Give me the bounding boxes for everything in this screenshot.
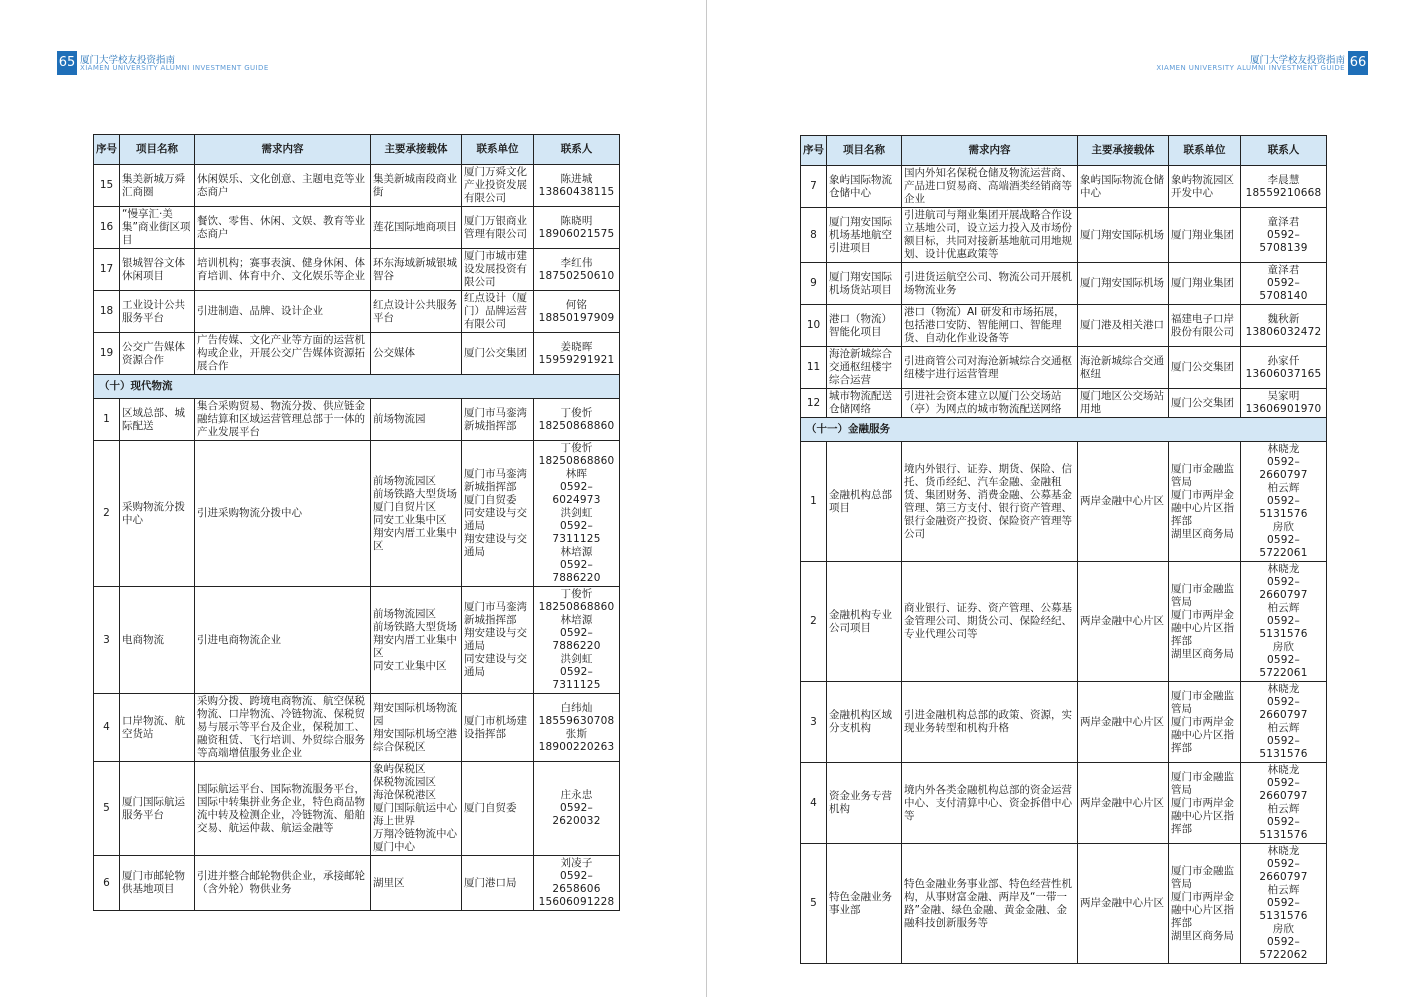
row-number-cell: 10 bbox=[801, 305, 827, 347]
table-row bbox=[801, 763, 1327, 844]
main-carrier-cell: 前场物流园区 前场铁路大型货场 厦门自贸片区 同安工业集中区 翔安内厝工业集中区 bbox=[371, 441, 462, 587]
contact-person-cell: 魏秋新 13806032472 bbox=[1241, 305, 1327, 347]
demand-content-cell: 广告传媒、文化产业等方面的运营机构或企业，开展公交广告媒体资源拓展合作 bbox=[195, 333, 371, 375]
row-number-cell: 4 bbox=[94, 694, 120, 762]
demand-content-cell: 引进并整合邮轮物供企业，承接邮轮（含外轮）物供业务 bbox=[195, 856, 371, 911]
project-name-cell: 厦门市邮轮物供基地项目 bbox=[120, 856, 195, 911]
table-row bbox=[94, 694, 620, 762]
project-name-cell: 区域总部、城际配送 bbox=[120, 399, 195, 441]
contact-unit-cell: 厦门翔业集团 bbox=[1169, 208, 1241, 263]
demand-content-cell: 引进货运航空公司、物流公司开展机场物流业务 bbox=[902, 263, 1078, 305]
contact-person-cell: 童泽君 0592–5708139 bbox=[1241, 208, 1327, 263]
row-number-cell: 2 bbox=[801, 562, 827, 682]
demand-content-cell: 餐饮、零售、休闲、文娱、教育等业态商户 bbox=[195, 207, 371, 249]
main-carrier-cell: 莲花国际地商项目 bbox=[371, 207, 462, 249]
project-name-cell: 厦门国际航运服务平台 bbox=[120, 762, 195, 856]
right-table-body bbox=[801, 166, 1327, 964]
contact-unit-cell: 红点设计（厦门）品牌运营有限公司 bbox=[462, 291, 534, 333]
main-carrier-cell: 两岸金融中心片区 bbox=[1078, 844, 1169, 964]
row-number-cell: 19 bbox=[94, 333, 120, 375]
col-header-name: 项目名称 bbox=[120, 135, 195, 165]
table-header-row bbox=[94, 135, 620, 165]
project-name-cell: 金融机构总部项目 bbox=[827, 442, 902, 562]
demand-content-cell: 引进商管公司对海沧新城综合交通枢纽楼宇进行运营管理 bbox=[902, 347, 1078, 389]
table-row bbox=[801, 347, 1327, 389]
row-number-cell: 5 bbox=[801, 844, 827, 964]
col-header-content: 需求内容 bbox=[195, 135, 371, 165]
project-name-cell: 特色金融业务事业部 bbox=[827, 844, 902, 964]
contact-unit-cell: 厦门市金融监管局 厦门市两岸金融中心片区指挥部 湖里区商务局 bbox=[1169, 844, 1241, 964]
project-name-cell: 金融机构区域分支机构 bbox=[827, 682, 902, 763]
table-row bbox=[801, 208, 1327, 263]
contact-person-cell: 丁俊忻 18250868860 林培源 0592–7886220 洪剑虹 0592–7311125 bbox=[534, 587, 620, 694]
row-number-cell: 5 bbox=[94, 762, 120, 856]
contact-unit-cell: 厦门市金融监管局 厦门市两岸金融中心片区指挥部 湖里区商务局 bbox=[1169, 442, 1241, 562]
col-header-person: 联系人 bbox=[534, 135, 620, 165]
contact-unit-cell: 厦门万舜文化产业投资发展有限公司 bbox=[462, 165, 534, 207]
contact-person-cell: 丁俊忻 18250868860 林晖 0592–6024973 洪剑虹 0592–7311125 林培源 0592–7886220 bbox=[534, 441, 620, 587]
main-carrier-cell: 湖里区 bbox=[371, 856, 462, 911]
main-carrier-cell: 厦门翔安国际机场 bbox=[1078, 263, 1169, 305]
main-carrier-cell: 厦门地区公交场站用地 bbox=[1078, 389, 1169, 418]
table-row bbox=[94, 291, 620, 333]
col-header-person: 联系人 bbox=[1241, 136, 1327, 166]
main-carrier-cell: 两岸金融中心片区 bbox=[1078, 442, 1169, 562]
row-number-cell: 3 bbox=[94, 587, 120, 694]
project-name-cell: 采购物流分拨中心 bbox=[120, 441, 195, 587]
project-name-cell: 厦门翔安国际机场货站项目 bbox=[827, 263, 902, 305]
demand-content-cell: 休闲娱乐、文化创意、主题电竞等业态商户 bbox=[195, 165, 371, 207]
main-carrier-cell: 厦门港及相关港口 bbox=[1078, 305, 1169, 347]
header-title-en: XIAMEN UNIVERSITY ALUMNI INVESTMENT GUIDE bbox=[80, 64, 269, 72]
main-carrier-cell: 公交媒体 bbox=[371, 333, 462, 375]
demand-content-cell: 引进制造、品牌、设计企业 bbox=[195, 291, 371, 333]
project-name-cell: 港口（物流）智能化项目 bbox=[827, 305, 902, 347]
row-number-cell: 7 bbox=[801, 166, 827, 208]
contact-unit-cell: 厦门自贸委 bbox=[462, 762, 534, 856]
demand-content-cell: 境内外各类金融机构总部的资金运营中心、支付清算中心、资金拆借中心等 bbox=[902, 763, 1078, 844]
table-row bbox=[801, 442, 1327, 562]
demand-content-cell: 境内外银行、证券、期货、保险、信托、货币经纪、汽车金融、金融租赁、集团财务、消费金融、公募基金管理、第三方支付、银行资产管理、银行金融资产投资、保险资产管理等公司 bbox=[902, 442, 1078, 562]
contact-person-cell: 童泽君 0592–5708140 bbox=[1241, 263, 1327, 305]
contact-person-cell: 姜晓晖 15959291921 bbox=[534, 333, 620, 375]
contact-unit-cell: 厦门翔业集团 bbox=[1169, 263, 1241, 305]
table-row bbox=[801, 166, 1327, 208]
contact-person-cell: 陈晓明 18906021575 bbox=[534, 207, 620, 249]
main-carrier-cell: 象屿保税区 保税物流园区 海沧保税港区 厦门国际航运中心海上世界 万翔冷链物流中心 厦门中心 bbox=[371, 762, 462, 856]
left-page-number: 65 bbox=[57, 51, 77, 75]
main-carrier-cell: 两岸金融中心片区 bbox=[1078, 562, 1169, 682]
col-header-name: 项目名称 bbox=[827, 136, 902, 166]
header-title-cn: 厦门大学校友投资指南 bbox=[1249, 55, 1345, 66]
row-number-cell: 6 bbox=[94, 856, 120, 911]
main-carrier-cell: 象屿国际物流仓储中心 bbox=[1078, 166, 1169, 208]
project-name-cell: 公交广告媒体资源合作 bbox=[120, 333, 195, 375]
section-heading: （十）现代物流 bbox=[94, 375, 620, 399]
right-investment-table bbox=[800, 135, 1327, 964]
section-heading-row bbox=[94, 375, 620, 399]
project-name-cell: 电商物流 bbox=[120, 587, 195, 694]
contact-unit-cell: 厦门市城市建设发展投资有限公司 bbox=[462, 249, 534, 291]
row-number-cell: 17 bbox=[94, 249, 120, 291]
table-row bbox=[801, 263, 1327, 305]
page-gutter bbox=[706, 0, 707, 997]
main-carrier-cell: 两岸金融中心片区 bbox=[1078, 763, 1169, 844]
header-title-cn: 厦门大学校友投资指南 bbox=[80, 55, 176, 66]
project-name-cell: “慢享汇·美集”商业街区项目 bbox=[120, 207, 195, 249]
col-header-no: 序号 bbox=[94, 135, 120, 165]
demand-content-cell: 引进采购物流分拨中心 bbox=[195, 441, 371, 587]
contact-unit-cell: 厦门市金融监管局 厦门市两岸金融中心片区指挥部 湖里区商务局 bbox=[1169, 562, 1241, 682]
demand-content-cell: 引进社会资本建立以厦门公交场站（亭）为网点的城市物流配送网络 bbox=[902, 389, 1078, 418]
row-number-cell: 16 bbox=[94, 207, 120, 249]
project-name-cell: 城市物流配送仓储网络 bbox=[827, 389, 902, 418]
main-carrier-cell: 红点设计公共服务平台 bbox=[371, 291, 462, 333]
contact-person-cell: 李红伟 18750250610 bbox=[534, 249, 620, 291]
right-page-header bbox=[1118, 51, 1368, 75]
contact-person-cell: 林晓龙 0592–2660797 柏云辉 0592–5131576 房欣 0592–5722062 bbox=[1241, 844, 1327, 964]
contact-unit-cell: 厦门港口局 bbox=[462, 856, 534, 911]
contact-unit-cell: 厦门市金融监管局 厦门市两岸金融中心片区指挥部 bbox=[1169, 682, 1241, 763]
demand-content-cell: 培训机构；赛事表演、健身休闲、体育培训、体育中介、文化娱乐等企业 bbox=[195, 249, 371, 291]
contact-unit-cell: 福建电子口岸股份有限公司 bbox=[1169, 305, 1241, 347]
row-number-cell: 1 bbox=[801, 442, 827, 562]
project-name-cell: 资金业务专营机构 bbox=[827, 763, 902, 844]
demand-content-cell: 特色金融业务事业部、特色经营性机构，从事财富金融、两岸及“一带一路”金融、绿色金融、黄金金融、金融科技创新服务等 bbox=[902, 844, 1078, 964]
left-investment-table bbox=[93, 134, 620, 911]
row-number-cell: 2 bbox=[94, 441, 120, 587]
row-number-cell: 1 bbox=[94, 399, 120, 441]
contact-unit-cell: 厦门公交集团 bbox=[1169, 347, 1241, 389]
main-carrier-cell: 厦门翔安国际机场 bbox=[1078, 208, 1169, 263]
table-row bbox=[94, 207, 620, 249]
row-number-cell: 4 bbox=[801, 763, 827, 844]
main-carrier-cell: 两岸金融中心片区 bbox=[1078, 682, 1169, 763]
contact-unit-cell: 厦门万银商业管理有限公司 bbox=[462, 207, 534, 249]
project-name-cell: 银城智谷文体休闲项目 bbox=[120, 249, 195, 291]
contact-unit-cell: 厦门市机场建设指挥部 bbox=[462, 694, 534, 762]
table-row bbox=[94, 165, 620, 207]
contact-person-cell: 林晓龙 0592–2660797 柏云辉 0592–5131576 房欣 0592–5722061 bbox=[1241, 562, 1327, 682]
col-header-unit: 联系单位 bbox=[462, 135, 534, 165]
table-row bbox=[94, 762, 620, 856]
main-carrier-cell: 前场物流园 bbox=[371, 399, 462, 441]
demand-content-cell: 国内外知名保税仓储及物流运营商、产品进口贸易商、高端酒类经销商等企业 bbox=[902, 166, 1078, 208]
project-name-cell: 海沧新城综合交通枢纽楼宇综合运营 bbox=[827, 347, 902, 389]
demand-content-cell: 引进航司与翔业集团开展战略合作设立基地公司，设立运力投入及市场份额目标，共同对接新基地航司用地规划、设计优惠政策等 bbox=[902, 208, 1078, 263]
contact-person-cell: 林晓龙 0592–2660797 柏云辉 0592–5131576 bbox=[1241, 682, 1327, 763]
project-name-cell: 口岸物流、航空货站 bbox=[120, 694, 195, 762]
row-number-cell: 3 bbox=[801, 682, 827, 763]
contact-person-cell: 丁俊忻 18250868860 bbox=[534, 399, 620, 441]
table-row bbox=[801, 682, 1327, 763]
demand-content-cell: 港口（物流）AI 研发和市场拓展，包括港口安防、智能闸口、智能理货、自动化作业设备等 bbox=[902, 305, 1078, 347]
contact-unit-cell: 厦门公交集团 bbox=[1169, 389, 1241, 418]
header-title-en: XIAMEN UNIVERSITY ALUMNI INVESTMENT GUIDE bbox=[1156, 64, 1345, 72]
row-number-cell: 18 bbox=[94, 291, 120, 333]
table-row bbox=[94, 856, 620, 911]
contact-person-cell: 李晨慧 18559210668 bbox=[1241, 166, 1327, 208]
demand-content-cell: 集合采购贸易、物流分拨、供应链金融结算和区域运营管理总部于一体的产业发展平台 bbox=[195, 399, 371, 441]
table-row bbox=[801, 844, 1327, 964]
table-header-row bbox=[801, 136, 1327, 166]
left-table-body bbox=[94, 165, 620, 911]
row-number-cell: 9 bbox=[801, 263, 827, 305]
contact-person-cell: 林晓龙 0592–2660797 柏云辉 0592–5131576 bbox=[1241, 763, 1327, 844]
section-heading: （十一）金融服务 bbox=[801, 418, 1327, 442]
col-header-no: 序号 bbox=[801, 136, 827, 166]
contact-person-cell: 林晓龙 0592–2660797 柏云辉 0592–5131576 房欣 0592–5722061 bbox=[1241, 442, 1327, 562]
demand-content-cell: 引进电商物流企业 bbox=[195, 587, 371, 694]
col-header-unit: 联系单位 bbox=[1169, 136, 1241, 166]
table-row bbox=[94, 441, 620, 587]
contact-unit-cell: 象屿物流园区开发中心 bbox=[1169, 166, 1241, 208]
row-number-cell: 15 bbox=[94, 165, 120, 207]
contact-person-cell: 白纬灿 18559630708 张斯 18900220263 bbox=[534, 694, 620, 762]
left-page-header bbox=[57, 51, 317, 75]
project-name-cell: 金融机构专业公司项目 bbox=[827, 562, 902, 682]
col-header-content: 需求内容 bbox=[902, 136, 1078, 166]
main-carrier-cell: 环东海域新城银城智谷 bbox=[371, 249, 462, 291]
table-row bbox=[801, 305, 1327, 347]
project-name-cell: 工业设计公共服务平台 bbox=[120, 291, 195, 333]
table-row bbox=[801, 389, 1327, 418]
row-number-cell: 8 bbox=[801, 208, 827, 263]
project-name-cell: 象屿国际物流仓储中心 bbox=[827, 166, 902, 208]
contact-person-cell: 吴家明 13606901970 bbox=[1241, 389, 1327, 418]
contact-unit-cell: 厦门公交集团 bbox=[462, 333, 534, 375]
row-number-cell: 12 bbox=[801, 389, 827, 418]
contact-person-cell: 孙家仟 13606037165 bbox=[1241, 347, 1327, 389]
table-row bbox=[801, 562, 1327, 682]
demand-content-cell: 商业银行、证券、资产管理、公募基金管理公司、期货公司、保险经纪、专业代理公司等 bbox=[902, 562, 1078, 682]
right-page-number: 66 bbox=[1348, 51, 1368, 75]
contact-unit-cell: 厦门市马銮湾新城指挥部 bbox=[462, 399, 534, 441]
demand-content-cell: 国际航运平台、国际物流服务平台，国际中转集拼业务企业，特色商品物流中转及检测企业，冷链物流、船舶交易、航运仲裁、航运金融等 bbox=[195, 762, 371, 856]
main-carrier-cell: 前场物流园区 前场铁路大型货场 翔安内厝工业集中区 同安工业集中区 bbox=[371, 587, 462, 694]
main-carrier-cell: 海沧新城综合交通枢纽 bbox=[1078, 347, 1169, 389]
section-heading-row bbox=[801, 418, 1327, 442]
project-name-cell: 厦门翔安国际机场基地航空引进项目 bbox=[827, 208, 902, 263]
contact-person-cell: 何铭 18850197909 bbox=[534, 291, 620, 333]
contact-person-cell: 刘凌子 0592–2658606 15606091228 bbox=[534, 856, 620, 911]
contact-unit-cell: 厦门市马銮湾新城指挥部 厦门自贸委 同安建设与交通局 翔安建设与交通局 bbox=[462, 441, 534, 587]
project-name-cell: 集美新城万舜汇商圈 bbox=[120, 165, 195, 207]
contact-person-cell: 陈进城 13860438115 bbox=[534, 165, 620, 207]
col-header-carrier: 主要承接载体 bbox=[1078, 136, 1169, 166]
demand-content-cell: 采购分拨、跨境电商物流、航空保税物流、口岸物流、冷链物流、保税贸易与展示等平台及企业，保税加工、融资租赁、飞行培训、外贸综合服务等高端增值服务业企业 bbox=[195, 694, 371, 762]
main-carrier-cell: 集美新城南段商业街 bbox=[371, 165, 462, 207]
contact-unit-cell: 厦门市马銮湾新城指挥部 翔安建设与交通局 同安建设与交通局 bbox=[462, 587, 534, 694]
table-row bbox=[94, 333, 620, 375]
contact-unit-cell: 厦门市金融监管局 厦门市两岸金融中心片区指挥部 bbox=[1169, 763, 1241, 844]
table-row bbox=[94, 399, 620, 441]
main-carrier-cell: 翔安国际机场物流园 翔安国际机场空港综合保税区 bbox=[371, 694, 462, 762]
row-number-cell: 11 bbox=[801, 347, 827, 389]
col-header-carrier: 主要承接载体 bbox=[371, 135, 462, 165]
table-row bbox=[94, 249, 620, 291]
contact-person-cell: 庄永忠 0592–2620032 bbox=[534, 762, 620, 856]
demand-content-cell: 引进金融机构总部的政策、资源，实现业务转型和机构升格 bbox=[902, 682, 1078, 763]
table-row bbox=[94, 587, 620, 694]
